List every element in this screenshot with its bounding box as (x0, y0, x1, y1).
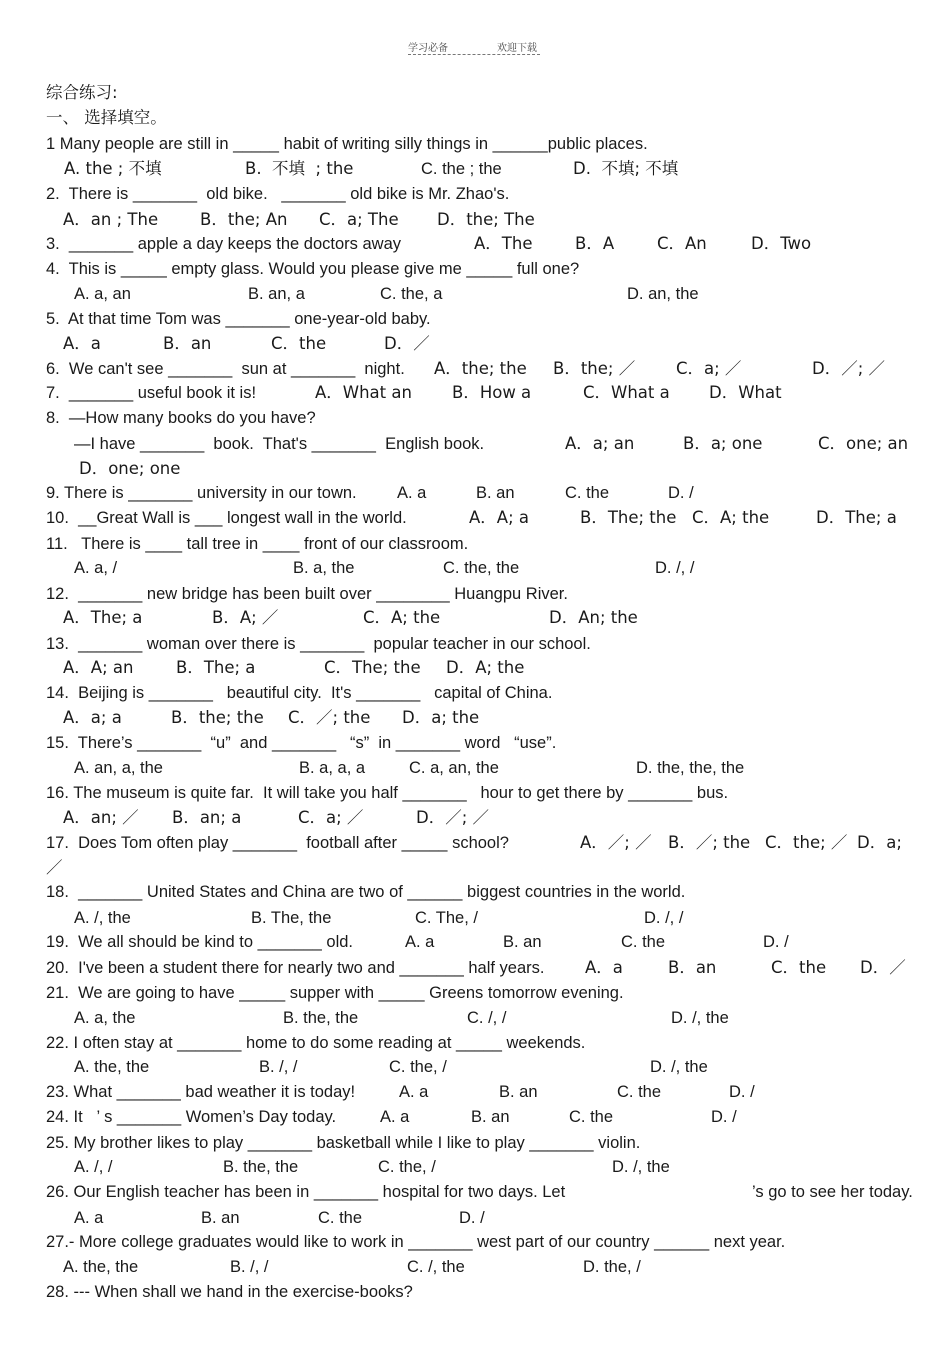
line-text: 14. Beijing is _______ beautiful city. It's _______ capital of China. (46, 684, 553, 702)
option-text: A. a (405, 933, 435, 951)
option-text: A．／; ／ (580, 833, 652, 852)
option-text: D．a; (857, 833, 902, 852)
option-text: B. a, a, a (299, 759, 366, 777)
option-text: C．What a (583, 383, 670, 402)
line-text: 2. There is _______ old bike. _______ old bike is Mr. Zhao's. (46, 185, 510, 203)
option-text: A. a (397, 484, 427, 502)
line-text: 21. We are going to have _____ supper with _____ Greens tomorrow evening. (46, 984, 624, 1002)
option-text: D．a; the (402, 708, 480, 727)
option-text: C．the (771, 958, 827, 977)
option-text: A．a (585, 958, 623, 977)
option-text: C. the (621, 933, 666, 951)
option-text: B．A; ／ (212, 608, 279, 627)
option-text: D. /, / (644, 909, 684, 927)
line-text: A．The; a (63, 608, 143, 627)
option-text: C．a; The (319, 210, 399, 229)
option-text: D．Two (751, 234, 812, 253)
line-text: A. the ; 不填 (64, 159, 162, 178)
line-text: 27.- More college graduates would like to work in _______ west part of our country ______ next year. (46, 1233, 786, 1251)
option-text: C. the, a (380, 285, 443, 303)
option-text: C．／; the (288, 708, 371, 727)
option-text: D．The; a (816, 508, 897, 527)
option-text: D. 不填; 不填 (573, 159, 679, 178)
option-text: D．A; the (446, 658, 525, 677)
line-text: A. an, a, the (74, 759, 163, 777)
option-text: D. an, the (627, 285, 699, 303)
line-text: 24. It ’ s _______ Women’s Day today. (46, 1108, 337, 1126)
option-text: C．An (657, 234, 707, 253)
option-text: D．An; the (549, 608, 638, 627)
line-text: 5. At that time Tom was _______ one-year-old baby. (46, 310, 431, 328)
line-text: A．an ; The (63, 210, 159, 229)
option-text: D. / (459, 1209, 485, 1227)
option-text: C. a, an, the (409, 759, 499, 777)
line-text: 11. There is ____ tall tree in ____ front of our classroom. (46, 535, 469, 553)
option-text: B. the, the (283, 1009, 359, 1027)
line-text: 7. _______ useful book it is! (46, 384, 257, 402)
line-text: A．an; ／ (63, 808, 139, 827)
option-text: D. /, the (671, 1009, 729, 1027)
option-text: C．a; ／ (298, 808, 364, 827)
option-text: D．What (709, 383, 782, 402)
header-left: 学习必备 (408, 43, 448, 54)
option-text: C. the (569, 1108, 614, 1126)
option-text: A．What an (315, 383, 412, 402)
option-text: B．the; ／ (553, 359, 636, 378)
option-text: B. an (476, 484, 515, 502)
line-text: ／ (46, 858, 63, 877)
option-text: A. a (399, 1083, 429, 1101)
option-text: A．the; the (434, 359, 527, 378)
line-text: 23. What _______ bad weather it is today! (46, 1083, 356, 1101)
line-text: A. a, / (74, 559, 118, 577)
option-text: ’s go to see her today. (752, 1183, 913, 1201)
option-text: C．the; ／ (765, 833, 848, 852)
option-text: D. /, the (612, 1158, 670, 1176)
option-text: B．A (575, 234, 615, 253)
option-text: C. The, / (415, 909, 478, 927)
option-text: D. the, / (583, 1258, 641, 1276)
header-right: 欢迎下载 (497, 43, 537, 54)
line-text: 13. _______ woman over there is _______ popular teacher in our school. (46, 635, 591, 653)
line-text: A. a, an (74, 285, 131, 303)
option-text: B．The; a (176, 658, 256, 677)
option-text: B. The, the (251, 909, 332, 927)
option-text: B. 不填 ; the (245, 159, 354, 178)
option-text: C．A; the (363, 608, 441, 627)
option-text: B. an, a (248, 285, 305, 303)
option-text: D. / (729, 1083, 755, 1101)
option-text: D．／ (384, 334, 430, 353)
option-text: B．The; the (580, 508, 677, 527)
line-text: 25. My brother likes to play _______ basketball while I like to play _______ violin. (46, 1134, 641, 1152)
line-text: A. /, / (74, 1158, 113, 1176)
option-text: B．How a (452, 383, 532, 402)
option-text: C. the ; the (421, 160, 502, 178)
line-text: 17. Does Tom often play _______ football after _____ school? (46, 834, 509, 852)
line-text: D．one; one (79, 459, 181, 478)
option-text: D. /, / (655, 559, 695, 577)
line-text: 22. I often stay at _______ home to do some reading at _____ weekends. (46, 1034, 586, 1052)
option-text: C. the (617, 1083, 662, 1101)
option-text: D．／; ／ (416, 808, 490, 827)
option-text: C. the (318, 1209, 363, 1227)
option-text: D．／; ／ (812, 359, 886, 378)
line-text: 12. _______ new bridge has been built over ________ Huangpu River. (46, 585, 568, 603)
option-text: D．the; The (437, 210, 535, 229)
option-text: D. /, the (650, 1058, 708, 1076)
line-text: A．A; an (63, 658, 134, 677)
option-text: D. the, the, the (636, 759, 745, 777)
option-text: A．The (474, 234, 533, 253)
option-text: C. the, / (389, 1058, 447, 1076)
option-text: B. an (503, 933, 542, 951)
option-text: B．an; a (172, 808, 242, 827)
line-text: A．a (63, 334, 101, 353)
line-text: 1 Many people are still in _____ habit of writing silly things in ______public places. (46, 135, 648, 153)
option-text: D．／ (860, 958, 906, 977)
header-divider (408, 54, 540, 55)
line-text: 20. I've been a student there for nearly two and _______ half years. (46, 959, 545, 977)
line-text: 4. This is _____ empty glass. Would you please give me _____ full one? (46, 260, 580, 278)
line-text: A. the, the (63, 1258, 139, 1276)
option-text: C．A; the (692, 508, 770, 527)
option-text: B. /, / (259, 1058, 298, 1076)
option-text: A．A; a (469, 508, 529, 527)
option-text: B．a; one (683, 434, 763, 453)
line-text: A. /, the (74, 909, 131, 927)
option-text: A．a; an (565, 434, 635, 453)
option-text: C. the, / (378, 1158, 436, 1176)
line-text: 18. _______ United States and China are two of ______ biggest countries in the world. (46, 883, 686, 901)
option-text: B．an (163, 334, 212, 353)
option-text: D. / (711, 1108, 737, 1126)
line-text: A. the, the (74, 1058, 150, 1076)
option-text: C. /, / (467, 1009, 507, 1027)
line-text: 19. We all should be kind to _______ old. (46, 933, 353, 951)
option-text: B．the; An (200, 210, 288, 229)
line-text: 8. —How many books do you have? (46, 409, 316, 427)
line-text: A．a; a (63, 708, 122, 727)
line-text: 26. Our English teacher has been in _______ hospital for two days. Let (46, 1183, 566, 1201)
option-text: B. /, / (230, 1258, 269, 1276)
line-text: 综合练习: (46, 83, 118, 102)
line-text: 6. We can't see _______ sun at _______ night. (46, 360, 405, 378)
line-text: 3. _______ apple a day keeps the doctors away (46, 235, 401, 253)
option-text: B．／; the (668, 833, 751, 852)
line-text: A. a (74, 1209, 104, 1227)
line-text: 15. There’s _______ “u” and _______ “s” in _______ word “use”. (46, 734, 557, 752)
line-text: 9. There is _______ university in our town. (46, 484, 357, 502)
option-text: B. an (201, 1209, 240, 1227)
option-text: B. an (471, 1108, 510, 1126)
option-text: C．the (271, 334, 327, 353)
option-text: B. the, the (223, 1158, 299, 1176)
option-text: C．a; ／ (676, 359, 742, 378)
line-text: 一、 选择填空。 (46, 108, 167, 127)
option-text: D. / (668, 484, 694, 502)
option-text: C. the (565, 484, 610, 502)
line-text: A. a, the (74, 1009, 136, 1027)
option-text: A. a (380, 1108, 410, 1126)
option-text: C．one; an (818, 434, 909, 453)
option-text: C．The; the (324, 658, 421, 677)
option-text: B．an (668, 958, 717, 977)
option-text: B．the; the (171, 708, 264, 727)
option-text: B. a, the (293, 559, 355, 577)
line-text: 28. --- When shall we hand in the exercise-books? (46, 1283, 413, 1301)
line-text: —I have _______ book. That's _______ English book. (74, 435, 485, 453)
option-text: C. the, the (443, 559, 520, 577)
option-text: B. an (499, 1083, 538, 1101)
option-text: C. /, the (407, 1258, 465, 1276)
line-text: 10. __Great Wall is ___ longest wall in the world. (46, 509, 407, 527)
line-text: 16. The museum is quite far. It will take you half _______ hour to get there by _______ bus. (46, 784, 729, 802)
option-text: D. / (763, 933, 789, 951)
